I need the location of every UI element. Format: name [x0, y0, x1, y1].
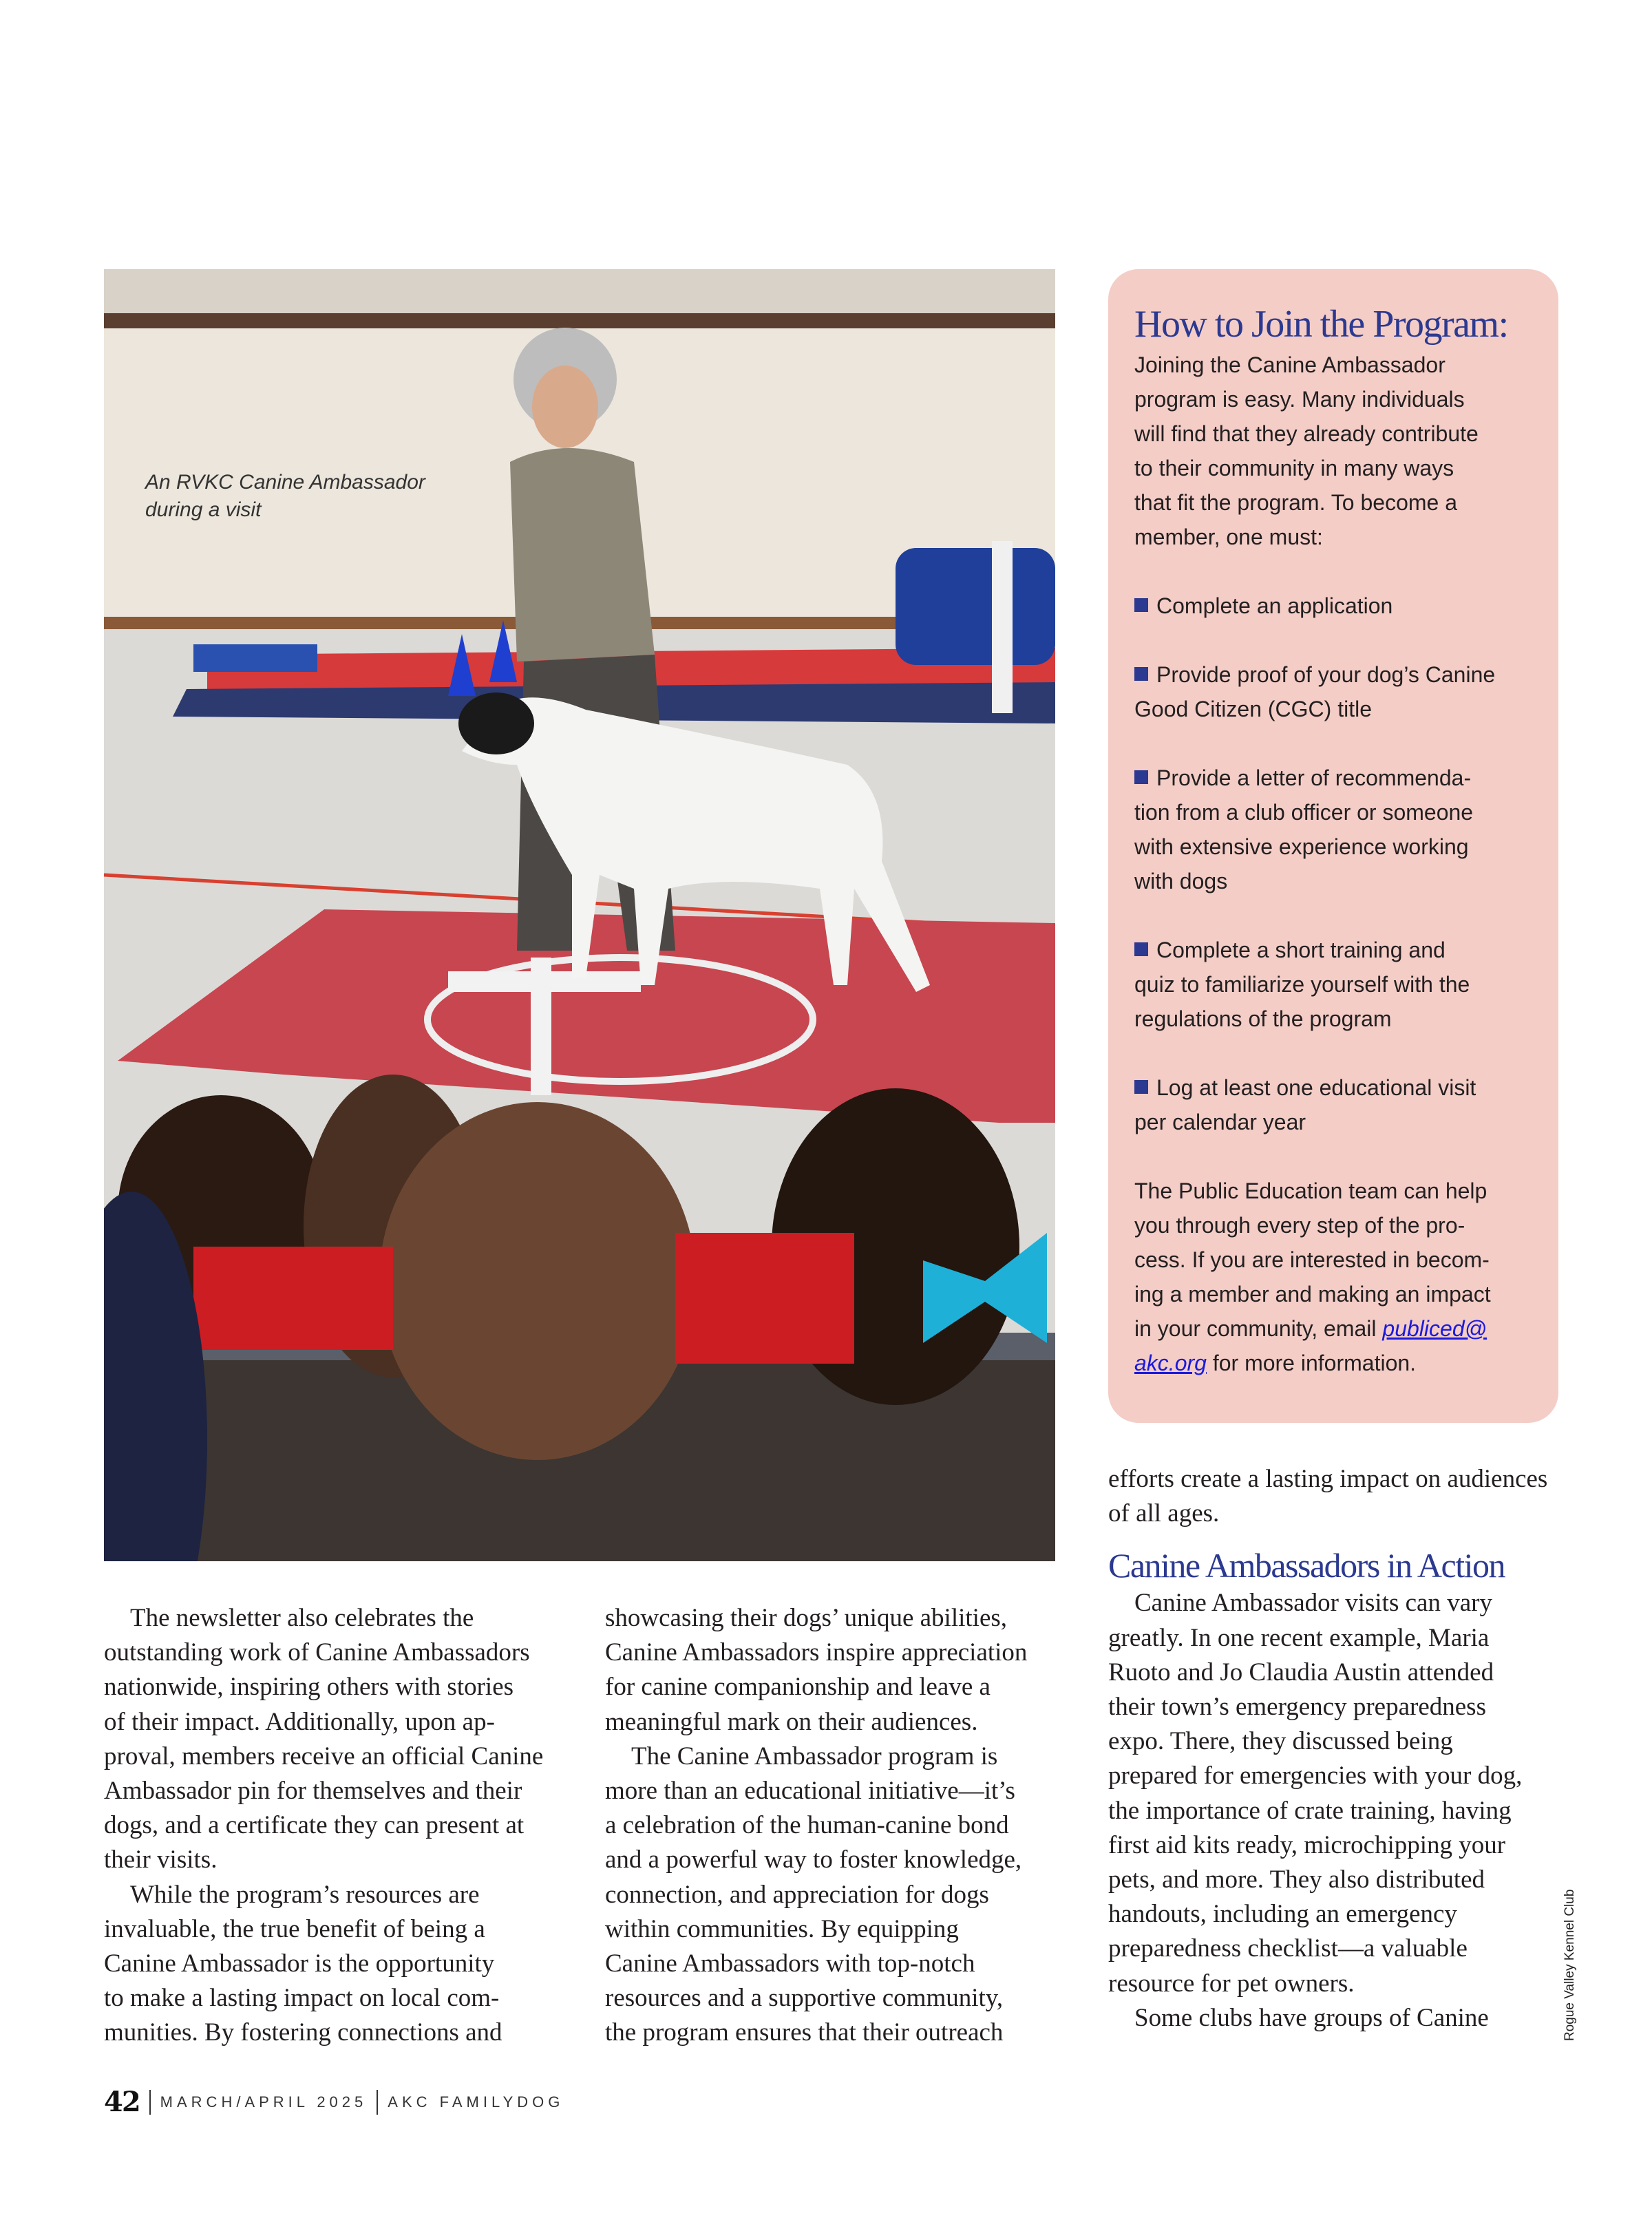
text-line: expo. There, they discussed being	[1108, 1727, 1453, 1756]
text-line: nationwide, inspiring others with stories	[104, 1673, 514, 1702]
text-line: The Canine Ambassador program is	[631, 1742, 998, 1770]
square-bullet-icon	[1134, 770, 1148, 784]
text-line: While the program’s resources are	[130, 1880, 480, 1909]
text-line: within communities. By equipping	[605, 1914, 959, 1943]
text-line: showcasing their dogs’ unique abilities,	[605, 1604, 1008, 1632]
body-column-1	[104, 1601, 543, 2051]
body-column-2	[605, 1601, 1027, 2051]
text-line: Canine Ambassadors inspire appreciation	[605, 1638, 1028, 1667]
sidebar-closing: The Public Education team can help you through every step of the pro- cess. If you are interested in becom- ing a member and making an impact in your community, email publiced@ akc.org for more information.	[1134, 1178, 1491, 1375]
text-line: first aid kits ready, microchipping your	[1108, 1830, 1506, 1859]
dog-head	[458, 693, 534, 754]
email-link[interactable]: publiced@	[1382, 1316, 1487, 1341]
divider	[377, 2090, 378, 2115]
woman-face	[532, 366, 598, 448]
magazine-name: AKC FAMILYDOG	[388, 2093, 564, 2111]
square-bullet-icon	[1134, 598, 1148, 612]
square-bullet-icon	[1134, 667, 1148, 681]
text-line: and a powerful way to foster knowledge,	[605, 1846, 1022, 1874]
page-number: 42	[104, 2086, 140, 2118]
text-line: handouts, including an emergency	[1108, 1900, 1457, 1929]
text-line: for canine companionship and leave a	[605, 1673, 991, 1702]
text-line: munities. By fostering connections and	[104, 2018, 502, 2047]
text-line: resources and a supportive community,	[605, 1984, 1004, 2013]
text-line: meaningful mark on their audiences.	[605, 1707, 978, 1736]
text-line: Some clubs have groups of Canine	[1134, 2003, 1489, 2032]
sidebar-intro: Joining the Canine Ambassador program is easy. Many individuals will find that they already contribute to their community in many ways that fit the program. To become a member, one must:	[1134, 352, 1479, 549]
ceiling-trim	[104, 313, 1055, 328]
text-line: Ruoto and Jo Claudia Austin attended	[1108, 1658, 1494, 1687]
text-line: of their impact. Additionally, upon ap-	[104, 1707, 495, 1736]
requirement-item: Complete a short training and quiz to familiarize yourself with the regulations of the program	[1134, 938, 1470, 1031]
issue-date: MARCH/APRIL 2025	[160, 2093, 368, 2111]
text-line: pets, and more. They also distributed	[1108, 1865, 1485, 1894]
page-footer	[104, 2086, 564, 2118]
text-line: Ambassador pin for themselves and their	[104, 1777, 522, 1806]
text-line: more than an educational initiative—it’s	[605, 1777, 1015, 1806]
step-platform	[193, 644, 317, 672]
ceiling	[104, 269, 1055, 313]
child-head	[379, 1102, 696, 1460]
requirement-item: Provide a letter of recommenda- tion from a club officer or someone with extensive experience working with dogs	[1134, 765, 1474, 894]
text-line: connection, and appreciation for dogs	[605, 1880, 989, 1909]
how-to-join-sidebar	[1108, 269, 1558, 1423]
text-line: preparedness checklist—a valuable	[1108, 1934, 1468, 1963]
text-line: outstanding work of Canine Ambassadors	[104, 1638, 530, 1667]
text-line: the importance of crate training, having	[1108, 1796, 1512, 1825]
article-photo	[104, 269, 1055, 1561]
body-column-3	[1108, 1462, 1547, 2036]
text-line: to make a lasting impact on local com-	[104, 1984, 500, 2013]
photo-scene	[104, 269, 1055, 1561]
photo-credit: Rogue Valley Kennel Club	[1563, 1889, 1577, 2041]
jump-pole	[992, 541, 1013, 713]
child-shirt	[675, 1233, 854, 1364]
requirement-item: Complete an application	[1134, 589, 1558, 623]
text-line: a celebration of the human-canine bond	[605, 1811, 1009, 1840]
text-line: The newsletter also celebrates the	[130, 1604, 474, 1632]
sidebar-title: How to Join the Program:	[1134, 303, 1508, 346]
text-line: the program ensures that their outreach	[605, 2018, 1004, 2047]
text-line: invaluable, the true benefit of being a	[104, 1914, 485, 1943]
woman-sweater	[510, 448, 655, 662]
child-shirt	[193, 1247, 393, 1350]
requirement-item: Provide proof of your dog’s Canine Good Citizen (CGC) title	[1134, 662, 1496, 721]
text-line: their visits.	[104, 1846, 218, 1874]
text-line: Canine Ambassador is the opportunity	[104, 1949, 495, 1978]
text-line: prepared for emergencies with your dog,	[1108, 1762, 1523, 1790]
text-line: of all ages.	[1108, 1499, 1220, 1528]
square-bullet-icon	[1134, 1080, 1148, 1094]
divider	[149, 2090, 151, 2115]
text-line: dogs, and a certificate they can present at	[104, 1811, 525, 1840]
text-line: efforts create a lasting impact on audiences	[1108, 1465, 1548, 1493]
requirement-item: Log at least one educational visit per calendar year	[1134, 1075, 1476, 1134]
email-link-continued[interactable]: akc.org	[1134, 1351, 1207, 1375]
text-line: greatly. In one recent example, Maria	[1108, 1623, 1490, 1652]
text-line: resource for pet owners.	[1108, 1969, 1355, 1998]
text-line: Canine Ambassador visits can vary	[1134, 1589, 1492, 1618]
square-bullet-icon	[1134, 942, 1148, 956]
photo-caption: An RVKC Canine Ambassador during a visit	[145, 471, 425, 521]
tunnel	[896, 548, 1055, 665]
text-line: their town’s emergency preparedness	[1108, 1693, 1486, 1722]
text-line: Canine Ambassadors with top-notch	[605, 1949, 975, 1978]
text-line: proval, members receive an official Canine	[104, 1742, 544, 1770]
section-heading: Canine Ambassadors in Action	[1108, 1546, 1505, 1585]
